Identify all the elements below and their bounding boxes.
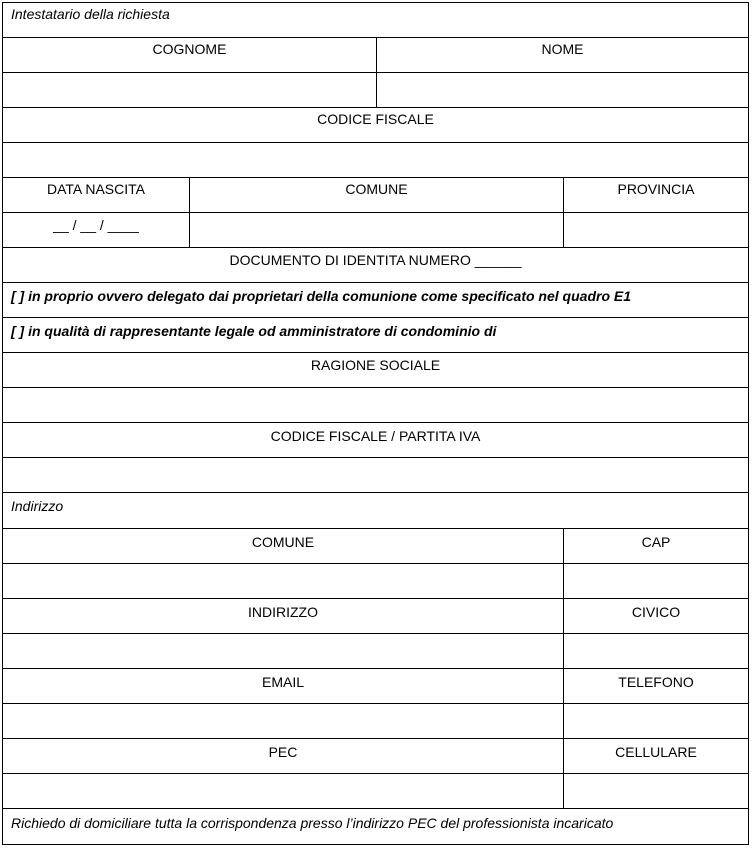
- pec-request-text[interactable]: Richiedo di domiciliare tutta la corrispondenza presso l’indirizzo PEC del professionista incaricato: [11, 815, 614, 831]
- cognome-label: COGNOME: [152, 41, 227, 57]
- cap-field[interactable]: [563, 564, 748, 598]
- pec-cellulare-labels-row: [2, 738, 749, 774]
- address-section-title: Indirizzo: [11, 498, 64, 514]
- applicant-header-row: [2, 2, 749, 38]
- cf-piva-field[interactable]: [3, 458, 748, 492]
- nome-field[interactable]: [376, 73, 748, 107]
- owner-option-checkbox[interactable]: [ ] in proprio ovvero delegato dai proprietari della comunione come specificato nel quadro E1: [11, 288, 632, 304]
- cellulare-label: CELLULARE: [615, 744, 697, 760]
- civico-label: CIVICO: [631, 604, 681, 620]
- indirizzo-label: INDIRIZZO: [248, 604, 318, 620]
- address-header-row: [2, 492, 749, 529]
- documento-row: [2, 247, 749, 283]
- pec-field[interactable]: [3, 774, 563, 808]
- indirizzo-civico-inputs-row: [2, 633, 749, 669]
- ragione-sociale-input-row: [2, 387, 749, 423]
- address-comune-label: COMUNE: [251, 534, 315, 550]
- indirizzo-field[interactable]: [3, 634, 563, 668]
- data-nascita-field[interactable]: [3, 213, 189, 247]
- cap-label: CAP: [641, 534, 671, 550]
- nome-label: NOME: [541, 41, 584, 57]
- provincia-label: PROVINCIA: [617, 181, 695, 197]
- ragione-sociale-field[interactable]: [3, 388, 748, 422]
- codice-fiscale-input-row: [2, 142, 749, 178]
- comune-nascita-field[interactable]: [189, 213, 563, 247]
- applicant-form: [2, 2, 749, 845]
- codice-fiscale-field[interactable]: [3, 143, 748, 177]
- address-comune-field[interactable]: [3, 564, 563, 598]
- provincia-field[interactable]: [563, 213, 748, 247]
- data-nascita-label: DATA NASCITA: [46, 181, 145, 197]
- comune-cap-labels-row: [2, 528, 749, 564]
- pec-label: PEC: [268, 744, 298, 760]
- cellulare-field[interactable]: [563, 774, 748, 808]
- cf-piva-label-row: [2, 422, 749, 458]
- comune-cap-inputs-row: [2, 563, 749, 599]
- codice-fiscale-label: CODICE FISCALE: [317, 111, 434, 127]
- cognome-field[interactable]: [3, 73, 376, 107]
- name-labels-row: [2, 37, 749, 73]
- representative-option-row: [2, 317, 749, 353]
- email-telefono-labels-row: [2, 668, 749, 704]
- ragione-sociale-label-row: [2, 352, 749, 388]
- email-telefono-inputs-row: [2, 703, 749, 739]
- email-label: EMAIL: [261, 674, 304, 690]
- pec-request-row: [2, 808, 749, 845]
- documento-label[interactable]: DOCUMENTO DI IDENTITA NUMERO ______: [229, 252, 522, 268]
- pec-cellulare-inputs-row: [2, 773, 749, 809]
- telefono-field[interactable]: [563, 704, 748, 738]
- representative-option-checkbox[interactable]: [ ] in qualità di rappresentante legale od amministratore di condominio di: [11, 323, 497, 339]
- cf-piva-input-row: [2, 457, 749, 493]
- comune-nascita-label: COMUNE: [345, 181, 408, 197]
- indirizzo-civico-labels-row: [2, 598, 749, 634]
- owner-option-row: [2, 282, 749, 318]
- birth-inputs-row: [2, 212, 749, 248]
- applicant-section-title: Intestatario della richiesta: [11, 6, 170, 22]
- ragione-sociale-label: RAGIONE SOCIALE: [310, 357, 441, 373]
- date-placeholder: __ / __ / ____: [53, 217, 139, 233]
- civico-field[interactable]: [563, 634, 748, 668]
- codice-fiscale-label-row: [2, 107, 749, 143]
- email-field[interactable]: [3, 704, 563, 738]
- name-inputs-row: [2, 72, 749, 108]
- cf-piva-label: CODICE FISCALE / PARTITA IVA: [270, 428, 481, 444]
- birth-labels-row: [2, 177, 749, 213]
- telefono-label: TELEFONO: [618, 674, 694, 690]
